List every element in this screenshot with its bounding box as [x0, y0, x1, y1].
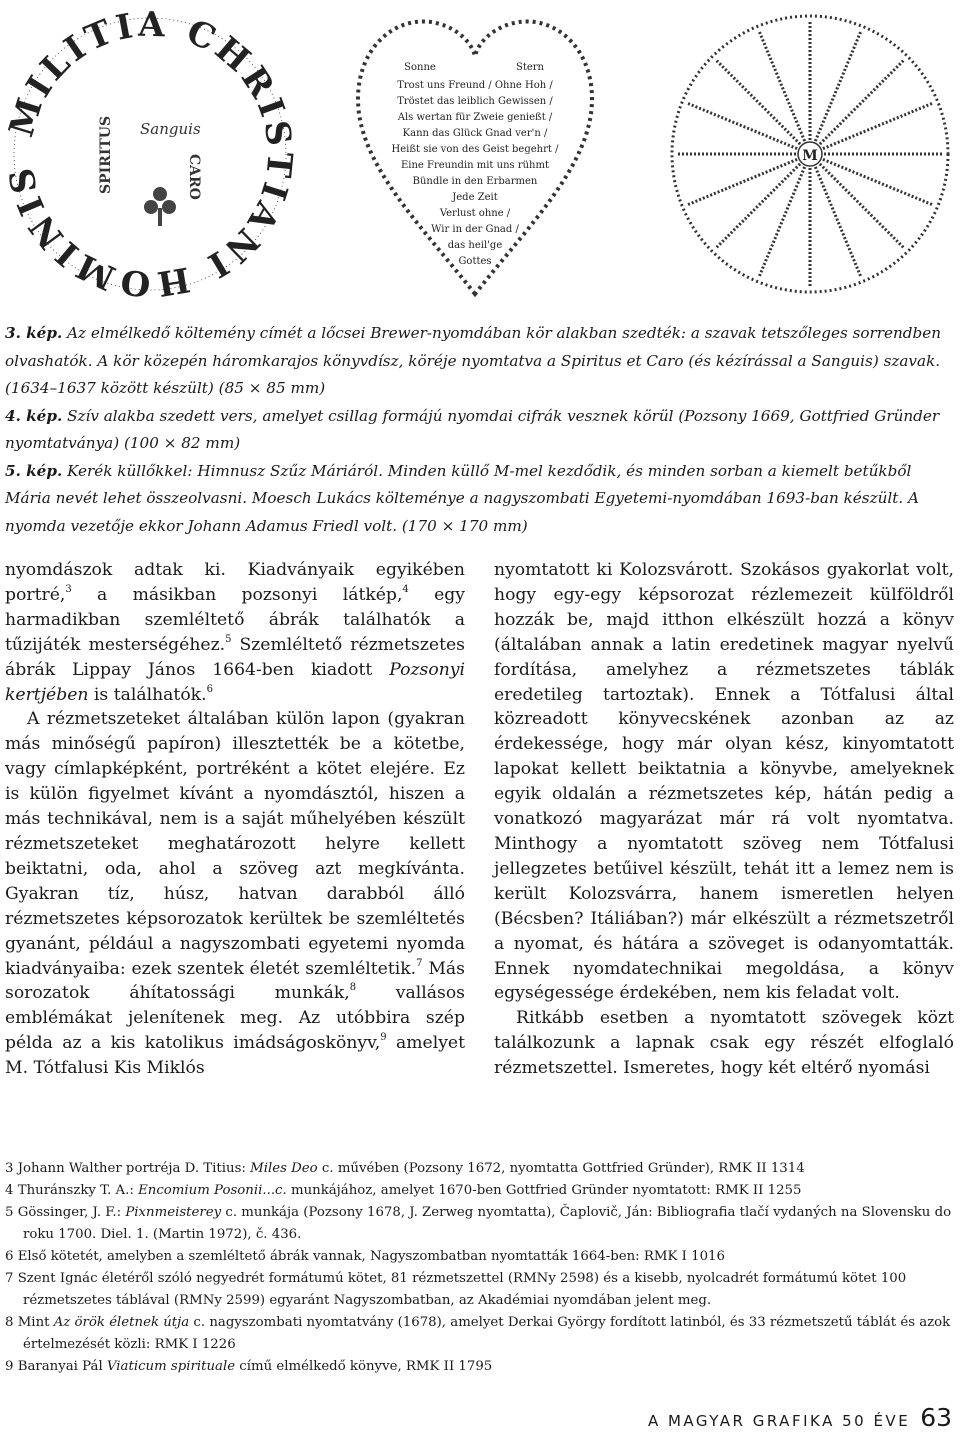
heart-line: Sonne — [404, 62, 436, 73]
caption-label: 4. kép. — [5, 406, 63, 425]
seal-caro: CARO — [186, 154, 202, 200]
text-run: Mint — [13, 1315, 54, 1330]
book-title: Viaticum spirituale — [106, 1359, 236, 1374]
text-run: c. nagyszombati nyomtatvány (1678), amelyet Derkai György fordított latinból, és 33 rézmetszetű táblát és azok értelmezését közli: RMK I 1226 — [23, 1315, 951, 1352]
heart-line: Eine Freundin mit uns rühmt — [400, 160, 550, 171]
footnote-number: 6 — [5, 1249, 14, 1264]
book-title: Encomium Posonii...c. — [138, 1183, 287, 1198]
wheel-spoke — [715, 59, 800, 144]
caption-text: Az elmélkedő költemény címét a lőcsei Brewer-nyomdában kör alakban szedték: a szavak tetszőleges sorrendben olvashatók. A kör közepén háromkarajos könyvdísz, köréje nyomtatva a Spiritus et Caro (és kézírással a Sanguis) szavak. (1634–1637 között készült) (85 × 85 mm) — [5, 324, 942, 397]
footnote-number: 9 — [5, 1359, 14, 1374]
wheel-spoke — [686, 103, 797, 149]
text-run: Szemléltető rézmetszetes ábrák Lippay János 1664-ben kiadott — [5, 634, 465, 680]
text-run: című elmélkedő könyve, RMK II 1795 — [235, 1359, 493, 1374]
text-run: is találhatók. — [88, 684, 207, 705]
body-column-right — [494, 558, 954, 1081]
text-run: Baranyai Pál — [13, 1359, 107, 1374]
heart-line: Verlust ohne / — [439, 208, 511, 219]
heart-line: Gottes — [458, 256, 492, 267]
figure-5-wheel — [660, 4, 960, 304]
paragraph: Ritkább esetben a nyomtatott szövegek közt találkozunk a lapnak csak egy részét elfoglaló rézmetszettel. Ismeretes, hogy két eltérő nyomási — [494, 1008, 954, 1079]
paragraph — [5, 707, 465, 1081]
heart-line: Wir in der Gnad / — [431, 224, 519, 235]
text-run: egy harmadikban szemléltető ábrák találhatók a tűzijáték mesterségéhez. — [5, 584, 465, 655]
footnote-number: 8 — [5, 1315, 14, 1330]
text-run: Thuránszky T. A.: — [13, 1183, 139, 1198]
text-run: Első kötetét, amelyben a szemléltető ábrák vannak, Nagyszombatban nyomtatták 1664-ben: RMK I 1016 — [13, 1249, 725, 1264]
caption-label: 3. kép. — [5, 324, 63, 342]
caption-4 — [5, 403, 955, 458]
footnote-ref: 3 — [65, 583, 72, 595]
heart-text — [392, 62, 560, 267]
text-run: Johann Walther portréja D. Titius: — [13, 1161, 251, 1176]
figure-captions — [5, 320, 955, 540]
text-run: Szent Ignác életéről szóló negyedrét formátumú kötet, 81 rézmetszettel (RMNy 2598) és a kisebb, nyolcadrét formátumú kötet 100 rézmetszetes táblával (RMNy 2599) egyaránt Nagyszombatban, az Akadémiai nyomdában jelent meg. — [13, 1271, 907, 1308]
heart-line: Jede Zeit — [452, 192, 498, 203]
footnote — [5, 1246, 957, 1268]
text-run: a másikban pozsonyi látkép, — [71, 584, 403, 605]
footnote-number: 3 — [5, 1161, 14, 1176]
book-title: Az örök életnek útja — [53, 1315, 190, 1330]
text-run: vallásos emblémákat jelenítenek meg. Az utóbbira szép példa az a kis katolikus imádságoskönyv, — [5, 983, 465, 1054]
text-run: munkájához, amelyet 1670-ben Gottfried Gründer nyomtatott: RMK II 1255 — [286, 1183, 802, 1198]
footnote — [5, 1202, 957, 1246]
page-footer — [648, 1403, 952, 1432]
footnote — [5, 1268, 957, 1312]
footnotes — [5, 1158, 957, 1378]
footnote — [5, 1312, 957, 1356]
heart-line: Stern — [515, 62, 545, 73]
wheel-spoke — [815, 167, 861, 278]
figures-row — [0, 0, 960, 312]
text-run: nyomdászok adtak ki. Kiadványaik egyikében portré, — [5, 560, 465, 605]
book-title: Pozsonyi kertjében — [5, 659, 465, 705]
wheel-spoke — [759, 30, 805, 141]
text-run: Más sorozatok áhítatossági munkák, — [5, 958, 465, 1004]
caption-text: Szív alakba szedett vers, amelyet csillag formájú nyomdai cifrák vesznek körül (Pozsony 1669, Gottfried Gründer nyomtatványa) (100 × 82 mm) — [5, 406, 940, 452]
footnote-number: 4 — [5, 1183, 14, 1198]
footnote — [5, 1356, 957, 1378]
text-run: amelyet M. Tótfalusi Kis Miklós — [5, 1033, 465, 1079]
seal-sanguis: Sanguis — [140, 120, 201, 138]
trefoil-ornament — [144, 187, 176, 226]
wheel-spoke — [715, 164, 800, 249]
footnote-ref: 7 — [416, 957, 423, 969]
paragraph: nyomtatott ki Kolozsvárott. Szokásos gyakorlat volt, hogy egy-egy képsorozat rézlemezeit külföldről hozzák be, majd itthon elkészült hozzá a könyv (általában annak a latin eredetinek magyar nyelvű fordítása, amelyhez a rézmetszetes táblák eredetileg tartoztak). Ennek a Tótfalusi által közreadott könyvecskének azonban az az érdekessége, hogy már olyan kész, kinyomtatott lapokat kellett beiktatnia a könyvbe, amelyeknek egyik oldalán a rézmetszetes kép, hátán pedig a vonatkozó magyarázat már rá volt nyomtatva. Minthogy a nyomtatott szöveg nem Tótfalusi jellegzetes betűivel készült, tehát itt a lemez nem is került Kolozsvárra, hanem ismeretlen helyen (Bécsben? Itáliában?) már elkészült a rézmetszetről a nyomat, és hátára a szöveget is odanyomtatták. Ennek nyomdatechnikai megoldása, a könyv egységessége érdekében, nem kis feladat volt. — [494, 560, 954, 1004]
footnote — [5, 1180, 957, 1202]
footnote-number: 5 — [5, 1205, 14, 1220]
body-column-left — [5, 558, 465, 1081]
footnote — [5, 1158, 957, 1180]
heart-line: das heil'ge — [447, 240, 503, 251]
figure-4-heart — [350, 4, 600, 304]
heart-line: Bündle in den Erbarmen — [412, 176, 538, 187]
footnote-ref: 9 — [380, 1032, 387, 1044]
page-number: 63 — [920, 1403, 952, 1432]
wheel-spoke — [815, 30, 861, 141]
caption-label: 5. kép. — [5, 461, 63, 480]
text-run: c. munkája (Pozsony 1678, J. Zerweg nyomtatta), Čaplovič, Ján: Bibliografia tlačí vydaných na Slovensku do roku 1700. Diel. 1. (Martin 1972), č. 436. — [23, 1205, 952, 1242]
heart-line: Heißt sie von des Geist begehrt / — [391, 144, 559, 155]
book-title: Pixnmeisterey — [125, 1205, 222, 1220]
text-run: A rézmetszeteket általában külön lapon (gyakran más minőségű papíron) illesztették be a kötetbe, vagy címlapképként, portréként a kötet elejére. Ez is külön figyelmet kívánt a nyomdásztól, hiszen a más technikával, nem is a saját műhelyében készült rézmetszeteket meghatározott helyre kellett beiktatni, oda, ahol a szöveg azt megkívánta. Gyakran tíz, húsz, hatvan darabból álló rézmetszetes képsorozatok kerültek be szemléltetés gyanánt, például a nagyszombati egyetemi nyomda kiadványaiba: ezek szentek életét szemléltetik. — [5, 709, 465, 979]
text-run: c. művében (Pozsony 1672, nyomtatta Gottfried Gründer), RMK II 1314 — [317, 1161, 805, 1176]
text-run: Gössinger, J. F.: — [13, 1205, 126, 1220]
footnote-number: 7 — [5, 1271, 14, 1286]
running-title: A MAGYAR GRAFIKA 50 ÉVE — [647, 1412, 911, 1430]
footnote-ref: 8 — [349, 982, 357, 994]
book-title: Miles Deo — [250, 1161, 318, 1176]
heart-line: Als wertan für Zweie genießt / — [397, 112, 553, 123]
wheel-spoke — [686, 159, 797, 205]
footnote-ref: 5 — [225, 633, 232, 645]
caption-5 — [5, 458, 955, 541]
footnote-ref: 6 — [206, 683, 213, 695]
wheel-spoke — [823, 159, 934, 205]
wheel-spoke — [820, 59, 905, 144]
heart-line: Kann das Glück Gnad ver'n / — [402, 128, 548, 139]
heart-line: Trost uns Freund / Ohne Hoh / — [397, 80, 553, 91]
seal-ring-text: MILITIA CHRISTIANI HOMINIS — [1, 4, 300, 304]
heart-line: Tröstet das leiblich Gewissen / — [397, 96, 553, 107]
seal-spiritus: SPIRITUS — [98, 115, 114, 194]
wheel-spoke — [823, 103, 934, 149]
paragraph — [5, 558, 465, 707]
wheel-spoke — [820, 164, 905, 249]
caption-text: Kerék küllőkkel: Himnusz Szűz Máriáról. Minden küllő M-mel kezdődik, és minden sorban a kiemelt betűkből Mária nevét lehet összeolvasni. Moesch Lukács költeménye a nagyszombati Egyetemi-nyomdában 1693-ban készült. A nyomda vezetője ekkor Johann Adamus Friedl volt. (170 × 170 mm) — [5, 461, 919, 535]
caption-3 — [5, 320, 955, 403]
wheel-center-letter: M — [802, 148, 818, 164]
wheel-spoke — [759, 167, 805, 278]
footnote-ref: 4 — [402, 583, 409, 595]
figure-3-seal — [0, 4, 300, 304]
